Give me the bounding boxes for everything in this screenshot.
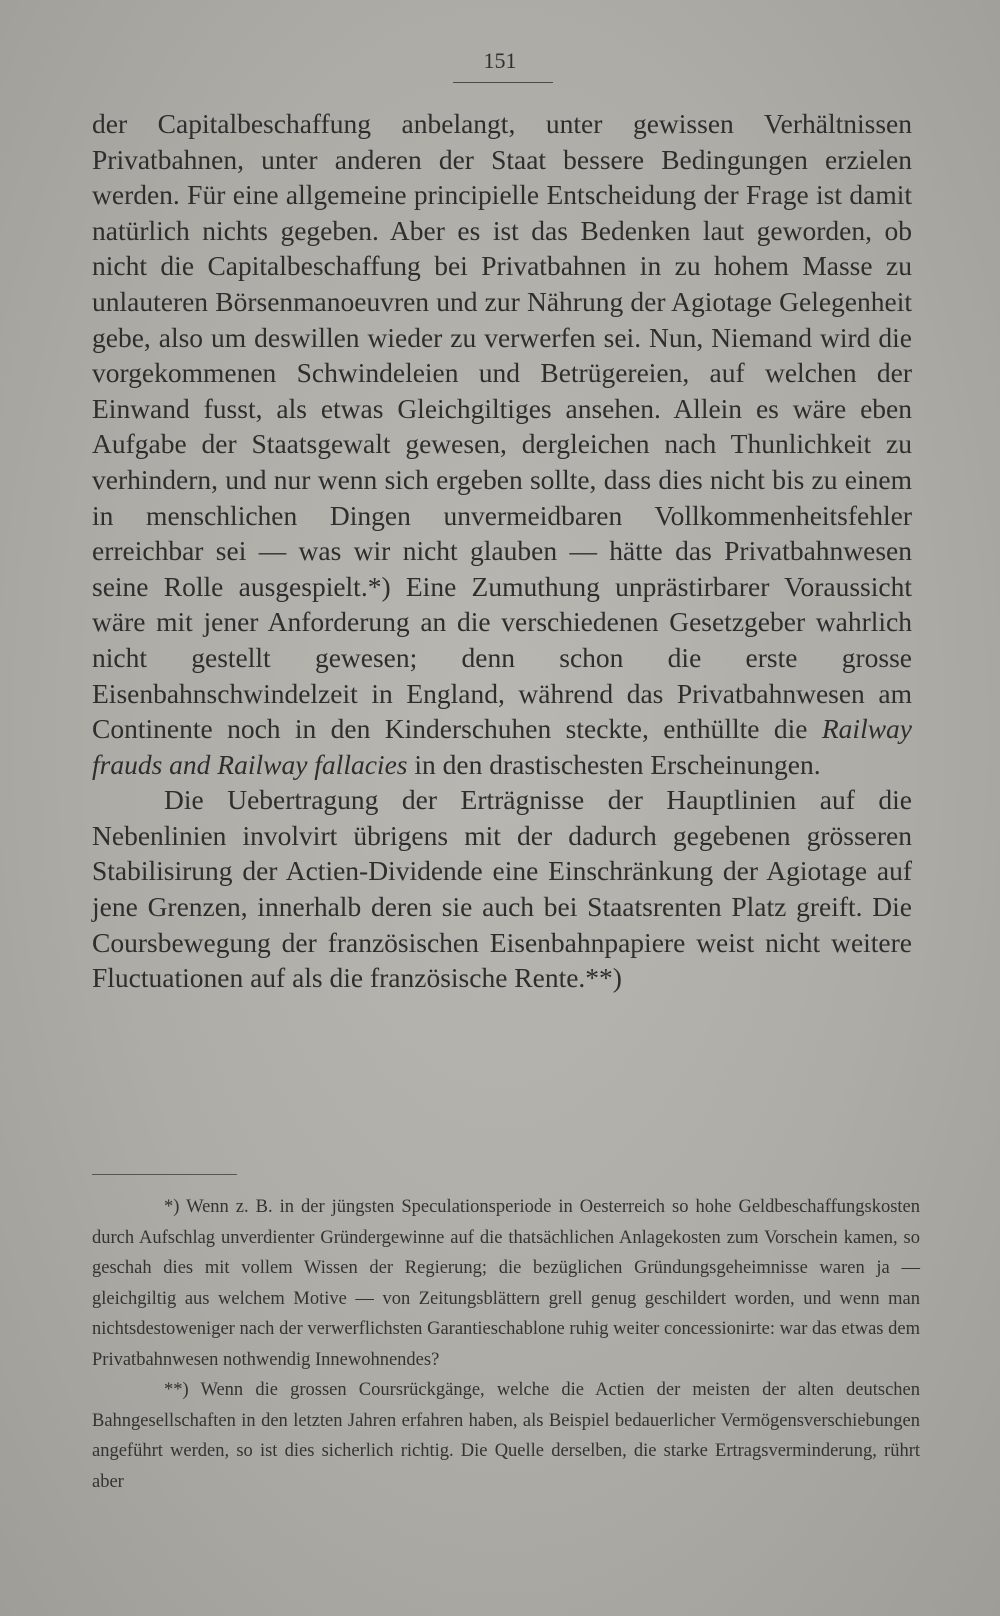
paragraph-1-text: der Capitalbeschaffung anbelangt, unter gewissen Verhältnissen Privatbahnen, unter anderen der Staat bessere Bedingungen erzielen werden. Für eine allgemeine principielle Entscheidung der Frage ist damit natürlich nichts gegeben. Aber es ist das Bedenken laut geworden, ob nicht die Capitalbeschaffung bei Privatbahnen in zu hohem Masse zu unlauteren Börsenmanoeuvren und zur Nährung der Agiotage Gelegenheit gebe, also um deswillen wieder zu verwerfen sei. Nun, Niemand wird die vorgekommenen Schwindeleien und Betrügereien, auf welchen der Einwand fusst, als etwas Gleichgiltiges ansehen. Allein es wäre eben Aufgabe der Staatsgewalt gewesen, dergleichen nach Thunlichkeit zu verhindern, und nur wenn sich ergeben sollte, dass dies nicht bis zu einem in menschlichen Dingen unvermeidbaren Vollkommenheitsfehler erreichbar sei — was wir nicht glauben — hätte das Privatbahnwesen seine Rolle ausgespielt.*) Eine Zumuthung unprästirbarer Voraussicht wäre mit jener Anforderung an die verschiedenen Gesetzgeber wahrlich nicht gestellt gewesen; denn schon die erste grosse Eisenbahnschwindelzeit in England, während das Privatbahnwesen am Continente noch in den Kinderschuhen steckte, enthüllte die [92,108,912,745]
footnotes [92,1192,920,1497]
footnote-1: *) Wenn z. B. in der jüngsten Speculationsperiode in Oesterreich so hohe Geldbeschaffungskosten durch Aufschlag unverdienter Gründergewinne auf die thatsächlichen Anlagekosten zum Vorschein kamen, so geschah dies mit vollem Wissen der Regierung; die bezüglichen Gründungsgeheimnisse waren ja — gleichgiltig aus welchem Motive — von Zeitungsblättern grell genug geschildert worden, und wenn man nichtsdestoweniger nach der verwerflichsten Garantieschablone ruhig weiter concessionirte: war das etwas dem Privatbahnwesen nothwendig Innewohnendes? [92,1197,920,1370]
header-rule [453,82,553,83]
main-text [92,106,912,996]
paragraph-1 [92,106,912,782]
paragraph-2: Die Uebertragung der Erträgnisse der Hauptlinien auf die Nebenlinien involvirt übrigens mit der dadurch gegebenen grösseren Stabilisirung der Actien-Dividende eine Einschränkung der Agiotage auf jene Grenzen, innerhalb deren sie auch bei Staatsrenten Platz greift. Die Coursbewegung der französischen Eisenbahnpapiere weist nicht weitere Fluctuationen auf als die französische Rente.**) [92,784,912,994]
footnote-rule [92,1174,237,1175]
page-number: 151 [483,48,517,73]
paragraph-1-italic-phrase: Railway frauds and Railway fallacies [92,713,913,780]
footnote-2: **) Wenn die grossen Coursrückgänge, welche die Actien der meisten der alten deutschen Bahngesellschaften in den letzten Jahren erfahren haben, als Beispiel bedauerlicher Vermögensverschiebungen angeführt werden, so ist dies sicherlich richtig. Die Quelle derselben, die starke Ertragsverminderung, rührt aber [92,1380,920,1492]
paragraph-1-ending: in den drastischesten Erscheinungen. [414,748,821,780]
